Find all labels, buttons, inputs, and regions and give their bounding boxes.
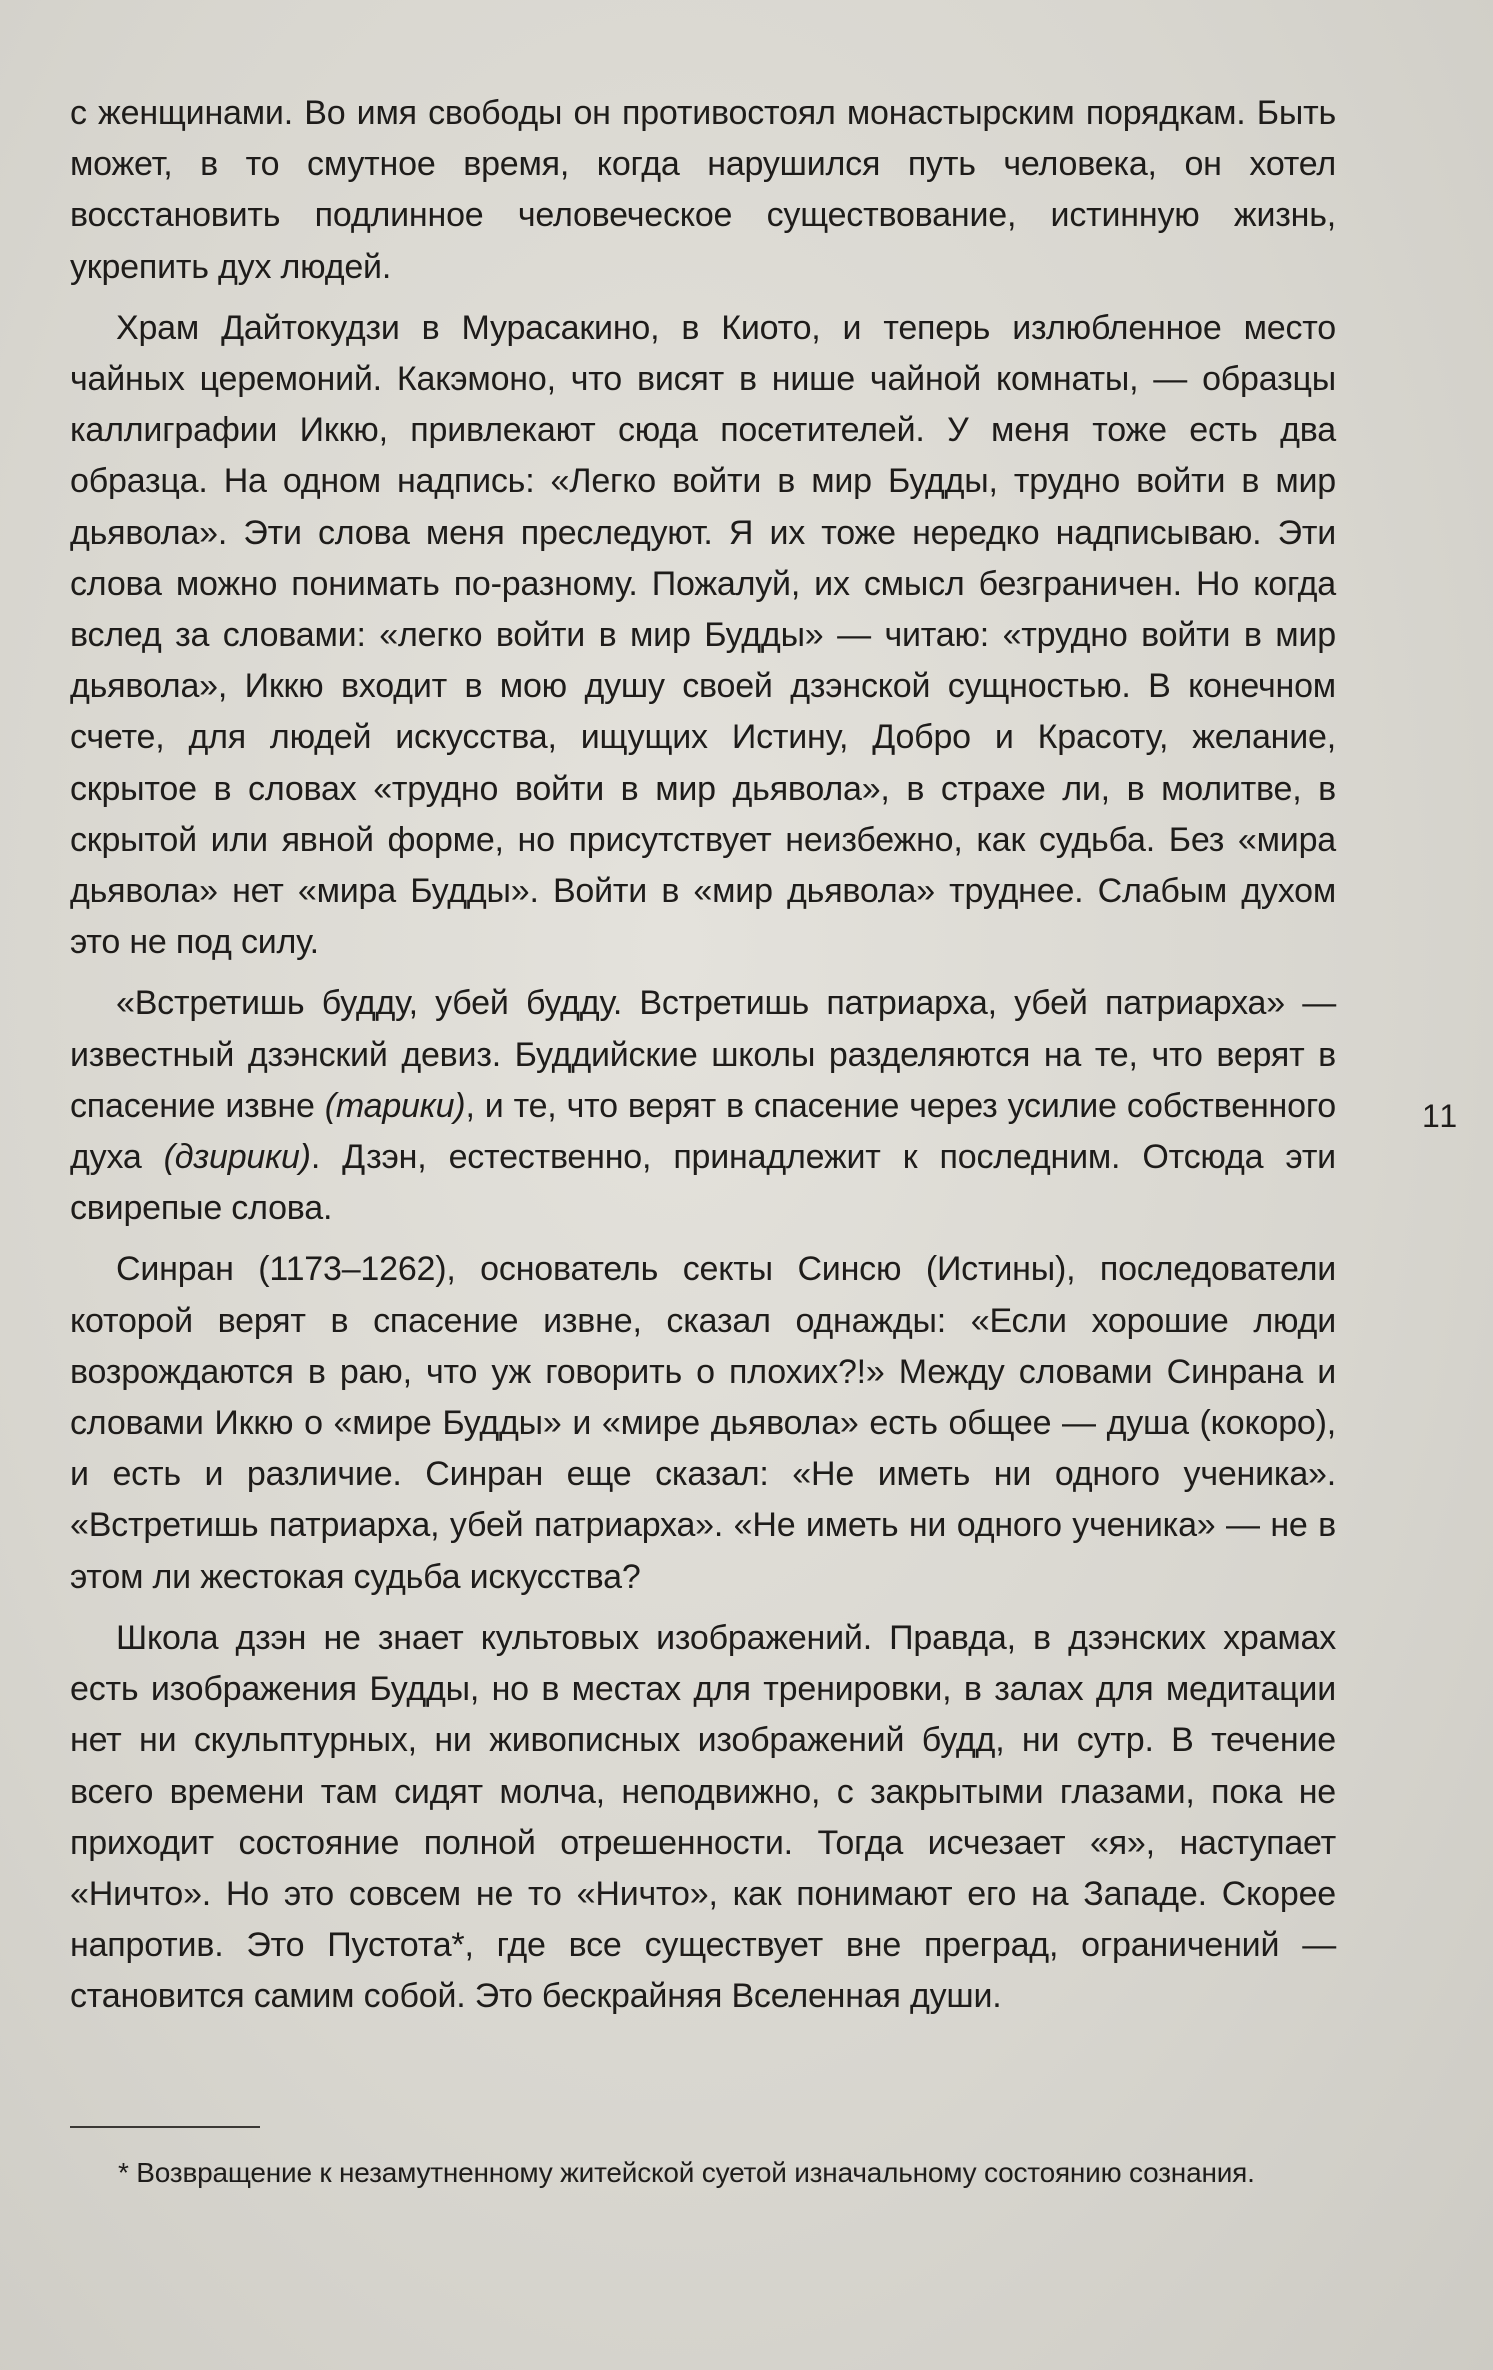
paragraph xyxy=(70,978,1336,1234)
text-run: Школа дзэн не знает культовых изображений. Правда, в дзэнских храмах есть изображения Будды, но в местах для тренировки, в залах для медитации нет ни скульптурных, ни живописных изображений будд, ни сутр. В течение всего времени там сидят молча, неподвижно, с закрытыми глазами, пока не приходит состояние полной отрешенности. Тогда исчезает «я», наступает «Ничто». Но это совсем не то «Ничто», как понимают его на Западе. Скорее напротив. Это Пустота*, где все существует вне преград, ограничений — становится самим собой. Это бескрайняя Вселенная души. xyxy=(70,1618,1336,2016)
paragraph xyxy=(70,1613,1336,2023)
italic-term: (тарики) xyxy=(324,1086,466,1125)
page-number: 11 xyxy=(1422,1098,1460,1134)
paragraph xyxy=(70,88,1336,293)
italic-term: (дзирики) xyxy=(163,1138,311,1177)
paragraph xyxy=(70,1244,1336,1602)
footnote: * Возвращение к незамутненному житейской суетой изначальному состоянию сознания. xyxy=(118,2157,1255,2188)
text-run: . Дзэн, естественно, принадлежит к последним. Отсюда эти свирепые слова. xyxy=(70,1138,1336,1228)
body-text xyxy=(70,88,1336,2033)
text-run: Храм Дайтокудзи в Мурасакино, в Киото, и теперь излюбленное место чайных церемоний. Какэмоно, что висят в нише чайной комнаты, — образцы каллиграфии Иккю, привлекают сюда посетителей. У меня тоже есть два образца. На одном надпись: «Легко войти в мир Будды, трудно войти в мир дьявола». Эти слова меня преследуют. Я их тоже нередко надписываю. Эти слова можно понимать по-разному. Пожалуй, их смысл безграничен. Но когда вслед за словами: «легко войти в мир Будды» — читаю: «трудно войти в мир дьявола», Иккю входит в мою душу своей дзэнской сущностью. В конечном счете, для людей искусства, ищущих Истину, Добро и Красоту, желание, скрытое в словах «трудно войти в мир дьявола», в страхе ли, в молитве, в скрытой или явной форме, но присутствует неизбежно, как судьба. Без «мира дьявола» нет «мира Будды». Войти в «мир дьявола» труднее. Слабым духом это не под силу. xyxy=(70,308,1336,962)
text-run: «Встретишь будду, убей будду. Встретишь патриарха, убей патриарха» — известный дзэнский девиз. Буддийские школы разделяются на те, что верят в спасение извне xyxy=(70,984,1336,1125)
paragraph xyxy=(70,303,1336,969)
text-run: , и те, что верят в спасение через усилие собственного духа xyxy=(70,1086,1336,1177)
text-run: с женщинами. Во имя свободы он противостоял монастырским порядкам. Быть может, в то смутное время, когда нарушился путь человека, он хотел восстановить подлинное человеческое существование, истинную жизнь, укрепить дух людей. xyxy=(70,94,1336,286)
footnote-divider xyxy=(70,2126,260,2128)
text-run: Синран (1173–1262), основатель секты Синсю (Истины), последователи которой верят в спасение извне, сказал однажды: «Если хорошие люди возрождаются в раю, что уж говорить о плохих?!» Между словами Синрана и словами Иккю о «мире Будды» и «мире дьявола» есть общее — душа (кокоро), и есть и различие. Синран еще сказал: «Не иметь ни одного ученика». «Встретишь патриарха, убей патриарха». «Не иметь ни одного ученика» — не в этом ли жестокая судьба искусства? xyxy=(70,1250,1336,1596)
